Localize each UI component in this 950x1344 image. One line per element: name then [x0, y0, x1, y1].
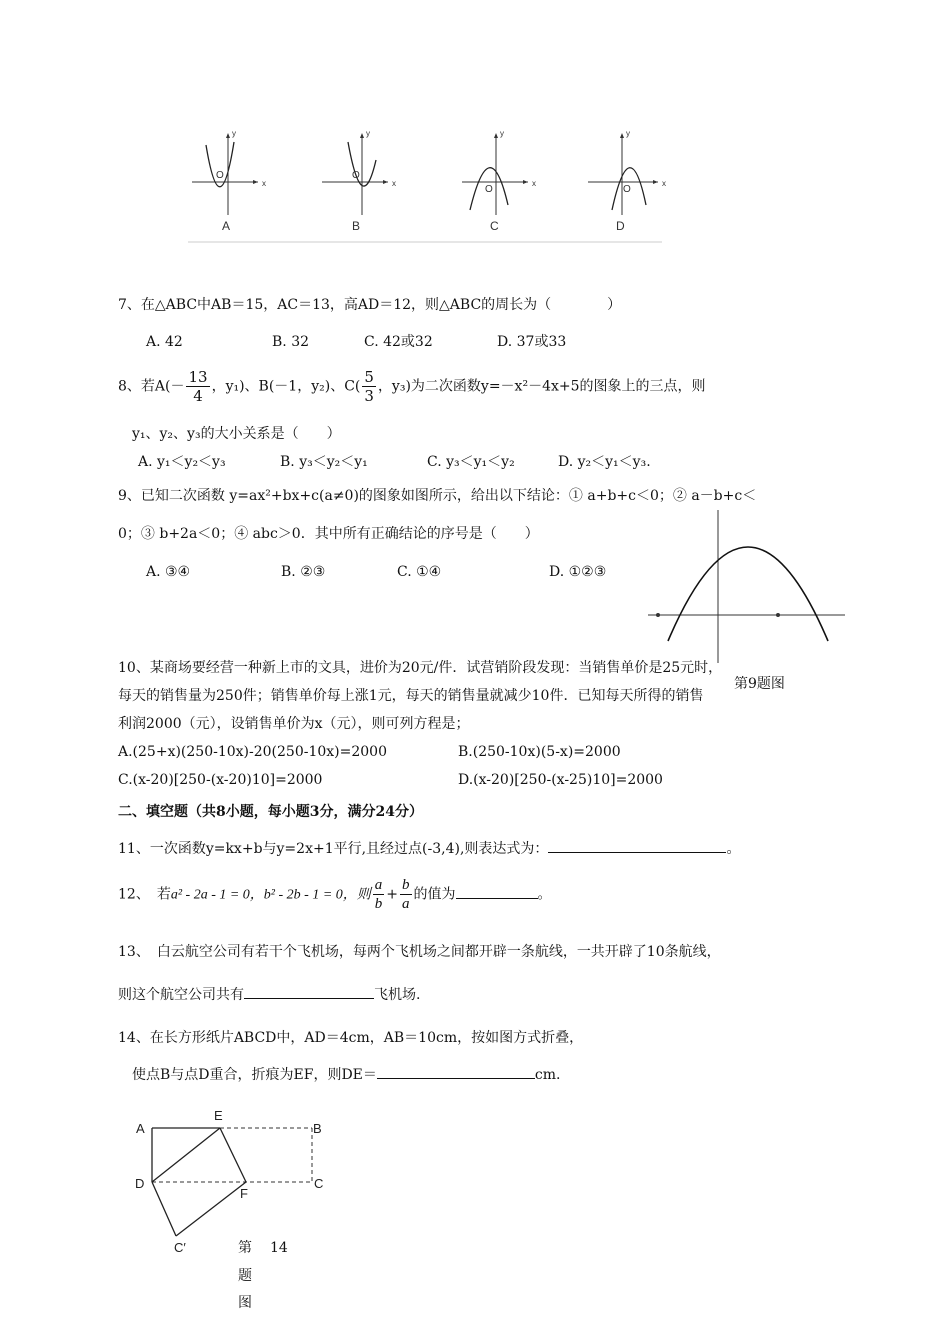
q12-stem: 12、 若a² - 2a - 1 = 0，b² - 2b - 1 = 0，则 $\frac{a}{b}$ + $\frac{b}{a}$ 的值为 。 [118, 877, 552, 912]
q6-label-b: B [352, 219, 361, 233]
q9-point-left [656, 613, 660, 617]
q6-label-c: C [490, 219, 499, 233]
q9-line1: 9、已知二次函数 y=ax²+bx+c(a≠0)的图象如图所示，给出以下结论：① a+b+c＜0；② a－b+c＜ [118, 488, 757, 504]
q12-answer-blank[interactable] [456, 884, 538, 899]
q8-fraction-5-3: $\frac{5}{3}$ [364, 368, 374, 405]
q8-option-a: A. y₁＜y₂＜y₃ [138, 454, 226, 470]
q8-stem: 8、若A(－ $\frac{13}{4}$ ，y₁)、B(－1，y₂)、C( $\frac{5}{3}$ ，y₃)为二次函数y=－x²－4x+5的图象上的三点，则 [118, 368, 706, 405]
svg-text:y: y [232, 129, 236, 138]
q12-fraction-a-b: $\frac{a}{b}$ [374, 877, 383, 912]
svg-text:O: O [623, 184, 631, 195]
q7-stem: 7、在△ABC中AB＝15，AC＝13，高AD＝12，则△ABC的周长为（ ） [118, 297, 622, 313]
q6-graphs-figure [180, 120, 670, 250]
q14-fold-figure [130, 1100, 330, 1260]
q7-option-d: D. 37或33 [497, 334, 567, 350]
q11-answer-blank[interactable] [548, 838, 726, 853]
q7-option-b: B. 32 [272, 334, 310, 350]
q7-option-a: A. 42 [146, 334, 183, 350]
q10-option-c: C.(x-20)[250-(x-20)10]=2000 [118, 772, 323, 788]
q10-option-a: A.(25+x)(250-10x)-20(250-10x)=2000 [118, 744, 388, 760]
q10-line3: 利润2000（元），设销售单价为x（元），则可列方程是； [118, 716, 470, 732]
svg-text:x: x [662, 179, 666, 188]
q7-option-c: C. 42或32 [364, 334, 433, 350]
q8-line2: y₁、y₂、y₃的大小关系是（ ） [132, 426, 341, 442]
q9-line2: 0；③ b+2a＜0；④ abc＞0．其中所有正确结论的序号是（ ） [118, 526, 539, 542]
q9-option-b: B. ②③ [281, 564, 326, 580]
q13-answer-blank[interactable] [244, 984, 374, 999]
q13-line2: 则这个航空公司共有 飞机场. [118, 984, 420, 1005]
svg-text:y: y [366, 129, 370, 138]
q14-label-c-prime: C′ [174, 1240, 186, 1255]
q14-answer-blank[interactable] [377, 1064, 535, 1079]
q9-option-c: C. ①④ [397, 564, 442, 580]
svg-text:y: y [500, 129, 504, 138]
section2-title: 二、填空题（共8小题，每小题3分，满分24分） [118, 804, 423, 820]
q8-option-b: B. y₃＜y₂＜y₁ [280, 454, 368, 470]
q9-parabola [668, 547, 828, 641]
q14-label-c: C [314, 1176, 324, 1191]
q14-line2: 使点B与点D重合，折痕为EF，则DE＝ cm. [132, 1064, 560, 1085]
svg-text:y: y [626, 129, 630, 138]
q14-label-e: E [214, 1108, 223, 1123]
q9-figure-caption: 第9题图 [734, 676, 785, 692]
q8-option-c: C. y₃＜y₁＜y₂ [427, 454, 515, 470]
q14-label-f: F [240, 1186, 248, 1201]
q10-line1: 10、某商场要经营一种新上市的文具，进价为20元/件．试营销阶段发现：当销售单价是25元时， [118, 660, 723, 676]
q14-fold-ef [220, 1128, 246, 1182]
q6-graph-d [588, 129, 666, 233]
q9-parabola-figure [640, 505, 850, 665]
q6-graph-b [322, 129, 396, 233]
q10-option-b: B.(250-10x)(5-x)=2000 [458, 744, 621, 760]
q6-graph-c [462, 129, 536, 233]
q6-label-a: A [222, 219, 231, 233]
q9-option-d: D. ①②③ [549, 564, 607, 580]
svg-text:x: x [262, 179, 266, 188]
q14-caption-char-2: 题 [238, 1268, 252, 1284]
q12-fraction-b-a: $\frac{b}{a}$ [402, 877, 410, 912]
q8-option-d: D. y₂＜y₁＜y₃. [558, 454, 651, 470]
svg-text:O: O [485, 184, 493, 195]
q8-fraction-13-4: $\frac{13}{4}$ [188, 368, 208, 405]
q6-graph-a [192, 129, 266, 233]
q14-line1: 14、在长方形纸片ABCD中，AD＝4cm，AB＝10cm，按如图方式折叠， [118, 1030, 584, 1046]
q13-line1: 13、 白云航空公司有若干个飞机场，每两个飞机场之间都开辟一条航线，一共开辟了10条航线， [118, 944, 721, 960]
q14-label-a: A [136, 1121, 145, 1136]
q9-point-right [776, 613, 780, 617]
svg-text:x: x [392, 179, 396, 188]
svg-text:x: x [532, 179, 536, 188]
q14-caption-char-1: 第 [238, 1240, 252, 1256]
q14-label-b: B [313, 1121, 322, 1136]
q14-caption-number: 14 [270, 1240, 288, 1256]
q14-label-d: D [135, 1176, 145, 1191]
q6-a-origin: O [216, 170, 224, 181]
q14-line-de [152, 1128, 220, 1182]
q10-line2: 每天的销售量为250件；销售单价每上涨1元，每天的销售量就减少10件．已知每天所得的销售 [118, 688, 704, 704]
q11-stem: 11、一次函数y=kx+b与y=2x+1平行,且经过点(-3,4),则表达式为： 。 [118, 838, 740, 859]
q10-option-d: D.(x-20)[250-(x-25)10]=2000 [458, 772, 663, 788]
q6-label-d: D [616, 219, 625, 233]
q9-option-a: A. ③④ [146, 564, 191, 580]
q14-caption-char-3: 图 [238, 1295, 252, 1311]
svg-text:O: O [352, 170, 360, 181]
